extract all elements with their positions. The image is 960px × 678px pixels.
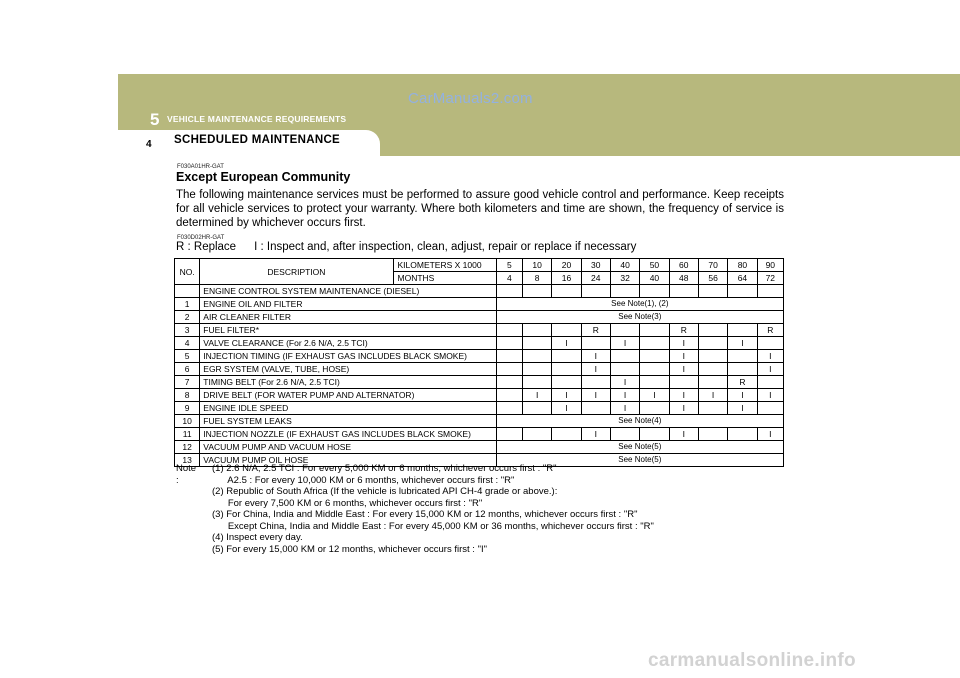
row-number: 7 <box>175 376 200 389</box>
schedule-cell <box>669 376 698 389</box>
schedule-cell <box>496 324 522 337</box>
months-value: 4 <box>496 272 522 285</box>
months-value: 16 <box>552 272 581 285</box>
empty-cell <box>552 285 581 298</box>
months-value: 8 <box>522 272 551 285</box>
table-row <box>175 298 784 311</box>
schedule-cell <box>698 428 727 441</box>
schedule-cell <box>698 350 727 363</box>
empty-cell <box>757 285 783 298</box>
section-no-cell <box>175 285 200 298</box>
legend-replace: R : Replace <box>176 241 237 253</box>
km-value: 30 <box>581 259 610 272</box>
row-number: 9 <box>175 402 200 415</box>
row-number: 1 <box>175 298 200 311</box>
schedule-cell: I <box>728 402 757 415</box>
schedule-cell: I <box>698 389 727 402</box>
schedule-cell: I <box>610 402 639 415</box>
maintenance-schedule-table <box>174 258 784 467</box>
table-row <box>175 415 784 428</box>
row-description: EGR SYSTEM (VALVE, TUBE, HOSE) <box>200 363 496 376</box>
schedule-cell <box>581 402 610 415</box>
km-value: 20 <box>552 259 581 272</box>
schedule-cell <box>728 428 757 441</box>
schedule-cell <box>698 324 727 337</box>
empty-cell <box>640 285 669 298</box>
schedule-cell: R <box>757 324 783 337</box>
schedule-cell: R <box>728 376 757 389</box>
km-value: 10 <box>522 259 551 272</box>
row-number: 13 <box>175 454 200 467</box>
schedule-cell: I <box>581 428 610 441</box>
row-description: AIR CLEANER FILTER <box>200 311 496 324</box>
empty-cell <box>610 285 639 298</box>
schedule-cell <box>552 324 581 337</box>
row-note: See Note(1), (2) <box>496 298 783 311</box>
km-value: 50 <box>640 259 669 272</box>
table-row <box>175 402 784 415</box>
empty-cell <box>581 285 610 298</box>
section-number: 5 <box>150 110 160 129</box>
schedule-cell <box>496 337 522 350</box>
empty-cell <box>698 285 727 298</box>
schedule-title: SCHEDULED MAINTENANCE <box>174 134 341 146</box>
notes-label: Note : <box>176 463 197 486</box>
row-note: See Note(4) <box>496 415 783 428</box>
schedule-cell <box>757 402 783 415</box>
schedule-cell: I <box>581 363 610 376</box>
intro-paragraph: The following maintenance services must be performed to assure good vehicle control and performance. Keep receipts for all vehicle services to protect your warranty. Where both kilometers and time are shown, the frequency of service is determined by whichever occurs first. <box>176 189 784 229</box>
months-value: 64 <box>728 272 757 285</box>
legend-inspect: I : Inspect and, after inspection, clean, adjust, repair or replace if necessary <box>254 241 637 253</box>
row-description: INJECTION NOZZLE (IF EXHAUST GAS INCLUDES BLACK SMOKE) <box>200 428 496 441</box>
row-description: TIMING BELT (For 2.6 N/A, 2.5 TCI) <box>200 376 496 389</box>
table-row <box>175 324 784 337</box>
empty-cell <box>669 285 698 298</box>
table-row <box>175 376 784 389</box>
header-row-km <box>175 259 784 272</box>
schedule-cell <box>640 350 669 363</box>
schedule-cell: I <box>669 428 698 441</box>
schedule-cell <box>522 376 551 389</box>
note-line: A2.5 : For every 10,000 KM or 6 months, whichever occurs first : "R" <box>212 474 515 486</box>
schedule-cell: R <box>581 324 610 337</box>
schedule-cell <box>496 389 522 402</box>
schedule-cell: I <box>757 350 783 363</box>
notes-lines <box>212 463 654 555</box>
months-value: 32 <box>610 272 639 285</box>
schedule-cell <box>522 337 551 350</box>
empty-cell <box>496 285 522 298</box>
schedule-cell: I <box>610 389 639 402</box>
reference-code-1: F030A01HR-GAT <box>177 164 224 170</box>
schedule-cell <box>522 402 551 415</box>
schedule-cell <box>552 350 581 363</box>
schedule-cell <box>698 363 727 376</box>
schedule-cell: I <box>552 402 581 415</box>
schedule-cell: I <box>522 389 551 402</box>
row-description: VACUUM PUMP OIL HOSE <box>200 454 496 467</box>
schedule-cell: I <box>581 350 610 363</box>
schedule-cell <box>496 376 522 389</box>
schedule-cell: I <box>669 389 698 402</box>
page-number: 4 <box>146 139 152 150</box>
legend <box>176 241 636 253</box>
row-number: 3 <box>175 324 200 337</box>
table-row <box>175 389 784 402</box>
schedule-cell <box>640 402 669 415</box>
schedule-cell <box>640 337 669 350</box>
note-line: (2) Republic of South Africa (If the vehicle is lubricated API CH-4 grade or above.): <box>212 486 558 497</box>
note-line: For every 7,500 KM or 6 months, whichever occurs first : "R" <box>212 497 483 509</box>
schedule-cell <box>496 402 522 415</box>
schedule-cell: I <box>669 402 698 415</box>
schedule-cell: I <box>552 337 581 350</box>
schedule-cell: I <box>669 350 698 363</box>
row-number: 2 <box>175 311 200 324</box>
schedule-cell <box>757 376 783 389</box>
schedule-cell <box>610 324 639 337</box>
schedule-cell <box>496 363 522 376</box>
months-value: 40 <box>640 272 669 285</box>
table-row <box>175 350 784 363</box>
schedule-cell: I <box>669 337 698 350</box>
schedule-cell <box>610 363 639 376</box>
row-note: See Note(3) <box>496 311 783 324</box>
note-line: Except China, India and Middle East : For every 45,000 KM or 36 months, whichever occurs first : "R" <box>212 520 654 532</box>
schedule-cell <box>522 324 551 337</box>
schedule-cell <box>757 337 783 350</box>
schedule-cell <box>496 350 522 363</box>
months-value: 56 <box>698 272 727 285</box>
row-description: VACUUM PUMP AND VACUUM HOSE <box>200 441 496 454</box>
months-label: MONTHS <box>393 272 496 285</box>
watermark-bottom: carmanualsonline.info <box>648 650 856 671</box>
schedule-cell <box>522 363 551 376</box>
schedule-cell <box>552 363 581 376</box>
row-note: See Note(5) <box>496 441 783 454</box>
row-number: 12 <box>175 441 200 454</box>
km-value: 5 <box>496 259 522 272</box>
schedule-cell <box>640 428 669 441</box>
schedule-cell: I <box>669 363 698 376</box>
schedule-cell <box>728 350 757 363</box>
schedule-cell <box>581 337 610 350</box>
section-title: VEHICLE MAINTENANCE REQUIREMENTS <box>167 114 347 124</box>
note-line: (4) Inspect every day. <box>212 532 303 543</box>
schedule-cell: I <box>757 428 783 441</box>
km-value: 80 <box>728 259 757 272</box>
schedule-cell: I <box>640 389 669 402</box>
row-note: See Note(5) <box>496 454 783 467</box>
watermark-top: CarManuals2.com <box>408 90 533 107</box>
row-description: DRIVE BELT (FOR WATER PUMP AND ALTERNATOR) <box>200 389 496 402</box>
section-row-label: ENGINE CONTROL SYSTEM MAINTENANCE (DIESEL) <box>200 285 496 298</box>
row-number: 4 <box>175 337 200 350</box>
row-number: 6 <box>175 363 200 376</box>
schedule-cell <box>728 324 757 337</box>
table-row <box>175 428 784 441</box>
row-description: FUEL SYSTEM LEAKS <box>200 415 496 428</box>
schedule-cell: I <box>728 389 757 402</box>
schedule-cell: I <box>581 389 610 402</box>
description-header: DESCRIPTION <box>200 259 393 285</box>
schedule-cell <box>522 350 551 363</box>
schedule-cell <box>698 376 727 389</box>
table-row <box>175 363 784 376</box>
schedule-cell <box>698 402 727 415</box>
note-line: (1) 2.6 N/A, 2.5 TCI : For every 5,000 KM or 6 months, whichever occurs first : "R" <box>212 463 557 474</box>
schedule-cell <box>698 337 727 350</box>
table-row <box>175 337 784 350</box>
row-number: 11 <box>175 428 200 441</box>
schedule-cell <box>728 363 757 376</box>
schedule-cell <box>552 376 581 389</box>
row-number: 8 <box>175 389 200 402</box>
row-description: ENGINE OIL AND FILTER <box>200 298 496 311</box>
row-description: INJECTION TIMING (IF EXHAUST GAS INCLUDES BLACK SMOKE) <box>200 350 496 363</box>
row-number: 5 <box>175 350 200 363</box>
subtitle: Except European Community <box>176 170 351 184</box>
schedule-cell <box>610 350 639 363</box>
months-value: 24 <box>581 272 610 285</box>
schedule-cell <box>610 428 639 441</box>
km-value: 60 <box>669 259 698 272</box>
row-description: FUEL FILTER* <box>200 324 496 337</box>
row-description: ENGINE IDLE SPEED <box>200 402 496 415</box>
schedule-cell: I <box>757 389 783 402</box>
km-value: 70 <box>698 259 727 272</box>
schedule-cell <box>581 376 610 389</box>
note-line: (5) For every 15,000 KM or 12 months, whichever occurs first : "I" <box>212 543 487 555</box>
schedule-cell <box>496 428 522 441</box>
km-value: 40 <box>610 259 639 272</box>
empty-cell <box>522 285 551 298</box>
no-header: NO. <box>175 259 200 285</box>
schedule-cell <box>522 428 551 441</box>
table-row <box>175 311 784 324</box>
note-line: (3) For China, India and Middle East : For every 15,000 KM or 12 months, whichever occurs first : "R" <box>212 509 638 520</box>
row-number: 10 <box>175 415 200 428</box>
kilometers-label: KILOMETERS X 1000 <box>393 259 496 272</box>
schedule-cell: I <box>552 389 581 402</box>
schedule-cell <box>640 376 669 389</box>
schedule-cell <box>552 428 581 441</box>
table-row <box>175 441 784 454</box>
schedule-cell: I <box>610 376 639 389</box>
reference-code-2: F030D02HR-GAT <box>177 235 225 241</box>
schedule-cell <box>640 324 669 337</box>
schedule-cell: I <box>757 363 783 376</box>
schedule-cell <box>640 363 669 376</box>
row-description: VALVE CLEARANCE (For 2.6 N/A, 2.5 TCI) <box>200 337 496 350</box>
km-value: 90 <box>757 259 783 272</box>
empty-cell <box>728 285 757 298</box>
schedule-cell: I <box>728 337 757 350</box>
section-row <box>175 285 784 298</box>
schedule-cell: I <box>610 337 639 350</box>
months-value: 48 <box>669 272 698 285</box>
months-value: 72 <box>757 272 783 285</box>
schedule-cell: R <box>669 324 698 337</box>
